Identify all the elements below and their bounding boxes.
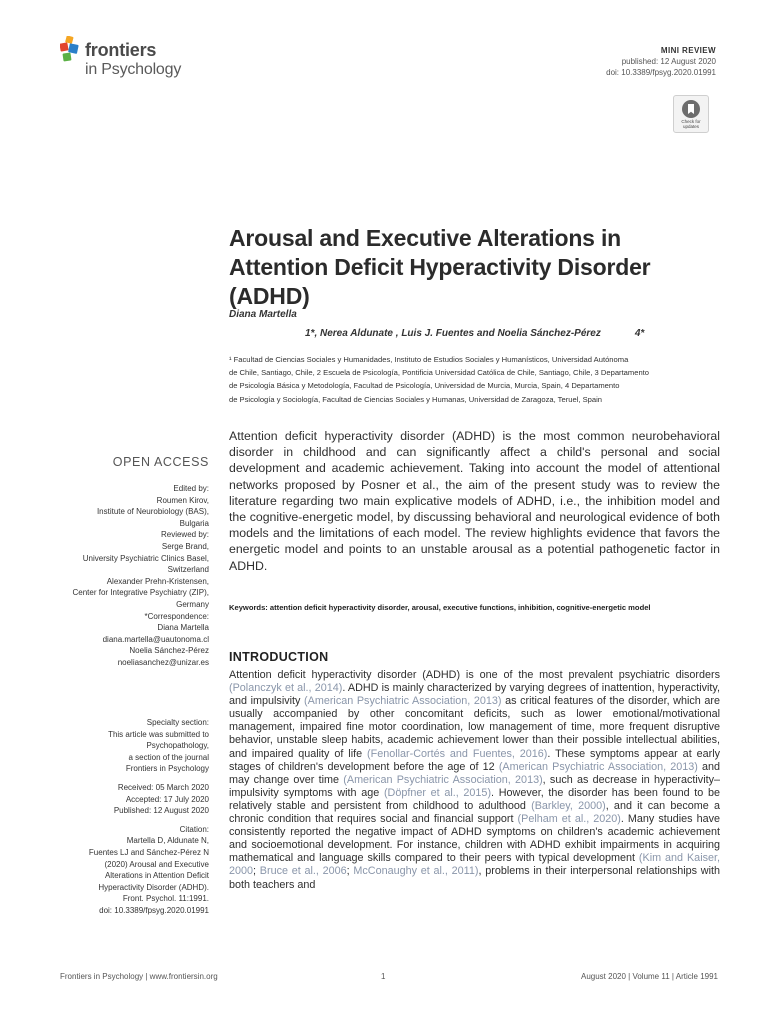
article-title: Arousal and Executive Alterations in Attention Deficit Hyperactivity Disorder (ADHD) — [229, 225, 651, 309]
sidebar-line: (2020) Arousal and Executive — [104, 859, 209, 869]
body-text: ; — [346, 865, 354, 878]
sidebar-editorial — [40, 483, 209, 669]
body-text: Attention deficit hyperactivity disorder (ADHD) is one of the most prevalent psychiatric disorders — [229, 669, 720, 681]
sidebar-line: Hyperactivity Disorder (ADHD). — [98, 882, 209, 892]
sidebar-line: Psychopathology, — [146, 741, 209, 751]
sidebar-line: Bulgaria — [179, 518, 209, 528]
correspondence-email[interactable]: diana.martella@uautonoma.cl — [102, 634, 209, 644]
citation-doi[interactable]: doi: 10.3389/fpsyg.2020.01991 — [99, 905, 209, 915]
citation-link[interactable]: (American Psychiatric Association, 2013) — [304, 695, 502, 708]
body-text: as critical features of the disorder, which are usually accompanied by other concomitant deficits, such as lower emotional/motivational management, impaired fine motor coordination, low management of time, more frequent disruptive behavior, unstable sleep habits, academic achievement lower than their possible intellectual abilities, and impaired quality of life — [229, 695, 720, 760]
footer-journal[interactable]: Frontiers in Psychology | www.frontiersin.org — [60, 972, 218, 981]
badge-line2: updates — [682, 124, 699, 129]
body-text: and may change over time — [229, 760, 721, 786]
correspondence-email[interactable]: noeliasanchez@unizar.es — [117, 657, 209, 667]
body-text: , such as decrease in hyperactivity–impulsivity symptoms with age — [229, 773, 721, 799]
author-list — [229, 328, 719, 339]
article-type: MINI REVIEW — [660, 46, 716, 55]
introduction-body — [229, 669, 720, 892]
body-text: . However, the disorder has been found to be relatively stable and persistent from childhood to adulthood — [229, 786, 721, 812]
sidebar-line: Germany — [176, 599, 209, 609]
sidebar-line: Roumen Kirov, — [156, 495, 209, 505]
sidebar-line: Fuentes LJ and Sánchez-Pérez N — [88, 847, 209, 857]
sidebar-line: Published: 12 August 2020 — [113, 806, 209, 816]
open-access-label: OPEN ACCESS — [112, 455, 209, 469]
sidebar-line: Institute of Neurobiology (BAS), — [96, 507, 209, 517]
keywords: Keywords: attention deficit hyperactivity disorder, arousal, executive functions, inhibition, cognitive-energetic model — [229, 603, 651, 612]
sidebar-line: University Psychiatric Clinics Basel, — [82, 553, 209, 563]
abstract: Attention deficit hyperactivity disorder (ADHD) is the most common neurobehavioral disorder in childhood and can significantly affect a child's personal and social development and academic achievement. Taking into account the model of attentional networks proposed by Posner et al., the aim of the present study was to review the literature regarding two main explicative models of ADHD, i.e., the inhibition model and the cognitive-energetic model, by discussing behavioral and neurological evidence of both models and the limitations of each model. The review highlights evidence that favors the energetic model and points to an unstable arousal as a potential pathogenetic factor in ADHD. — [229, 429, 720, 573]
affiliation-line: ¹ Facultad de Ciencias Sociales y Humanidades, Instituto de Estudios Sociales y Humanísticos, Universidad Autónoma — [229, 355, 629, 364]
authors-rest[interactable]: 1*, Nerea Aldunate , Luis J. Fuentes and Noelia Sánchez-Pérez — [305, 328, 601, 339]
doi-top[interactable]: doi: 10.3389/fpsyg.2020.01991 — [606, 68, 716, 77]
citation-link[interactable]: (American Psychiatric Association, 2013) — [343, 773, 543, 786]
logo-word-frontiers: frontiers — [85, 40, 157, 60]
citation-link[interactable]: Bruce et al., 2006 — [259, 865, 347, 878]
sidebar-line: Citation: — [179, 824, 209, 834]
body-text: . ADHD is mainly characterized by varying degrees of inattention, hyperactivity, and impulsivity — [229, 682, 720, 708]
sidebar-spacer — [40, 775, 209, 782]
sidebar-line: Diana Martella — [157, 623, 209, 633]
affiliation-line: de Psicología y Sociología, Facultad de Ciencias Sociales y Humanas, Universidad de Zaragoza, Teruel, Spain — [229, 394, 603, 404]
sidebar-line: Alexander Prehn-Kristensen, — [106, 576, 209, 586]
sidebar-line: Frontiers in Psychology — [125, 764, 209, 774]
footer-issue: August 2020 | Volume 11 | Article 1991 — [581, 972, 718, 981]
sidebar-line: Alterations in Attention Deficit — [104, 871, 209, 881]
body-text: . These symptoms appear at early stages of children's development before the age of 12 — [229, 747, 721, 773]
sidebar-line: Serge Brand, — [161, 541, 209, 551]
citation-link[interactable]: (Fenollar-Cortés and Fuentes, 2016) — [367, 747, 548, 760]
sidebar-line: Accepted: 17 July 2020 — [125, 794, 209, 804]
sidebar-line: Received: 05 March 2020 — [117, 782, 209, 792]
body-text: , problems in their interpersonal relationships with both teachers and — [229, 865, 721, 891]
logo-word-journal: in Psychology — [85, 61, 182, 78]
article-meta — [606, 45, 716, 78]
frontiers-logo-icon — [60, 36, 82, 62]
first-author[interactable]: Diana Martella — [229, 309, 297, 320]
body-text: . Many studies have consistently reported the negative impact of ADHD symptoms on children's academic achievement and socioemotional development. For instance, children with ADHD exhibit impairments in acquiring mathematical and language skills compared to their peers with typical development — [229, 813, 720, 865]
affiliation-line: de Psicología Básica y Metodología, Facultad de Psicología, Universidad de Murcia, Murcia, Spain, 4 Departamento — [229, 381, 620, 391]
sidebar-line: This article was submitted to — [108, 729, 209, 739]
sidebar-line: Front. Psychol. 11:1991. — [122, 894, 209, 904]
section-heading-introduction: INTRODUCTION — [229, 650, 329, 664]
sidebar-line: *Correspondence: — [144, 611, 209, 621]
citation-link[interactable]: (Döpfner et al., 2015) — [383, 786, 492, 799]
page-number: 1 — [381, 972, 386, 981]
citation-link[interactable]: (Pelham et al., 2020) — [517, 813, 621, 826]
check-for-updates-badge[interactable] — [673, 95, 709, 133]
sidebar-details — [40, 717, 209, 917]
body-text: ; — [253, 865, 260, 878]
sidebar-line: Center for Integrative Psychiatry (ZIP), — [72, 588, 209, 598]
sidebar-spacer — [40, 817, 209, 824]
sidebar-line: a section of the journal — [128, 752, 209, 762]
bookmark-check-icon — [681, 99, 701, 119]
affiliations — [229, 353, 719, 406]
citation-link[interactable]: (Barkley, 2000) — [531, 799, 606, 812]
sidebar-line: Reviewed by: — [160, 530, 209, 540]
sidebar-line: Noelia Sánchez-Pérez — [129, 646, 209, 656]
citation-link[interactable]: McConaughy et al., 2011) — [353, 865, 479, 878]
journal-logo — [60, 34, 210, 82]
citation-link[interactable]: (Polanczyk et al., 2014) — [229, 682, 343, 695]
published-date: published: 12 August 2020 — [621, 57, 716, 66]
citation-link[interactable]: (American Psychiatric Association, 2013) — [498, 760, 698, 773]
affiliation-line: de Chile, Santiago, Chile, 2 Escuela de Psicología, Pontificia Universidad Católica de Chile, Santiago, Chile, 3 Departamento — [229, 368, 650, 378]
sidebar-line: Martella D, Aldunate N, — [126, 836, 209, 846]
body-text: , and it can become a chronic condition that requires social and financial support — [229, 799, 720, 826]
citation-link[interactable]: (Kim and Kaiser, 2000 — [229, 852, 720, 878]
sidebar-line: Edited by: — [173, 484, 209, 493]
authors-tail: 4* — [634, 328, 645, 339]
badge-line1: Check for — [681, 119, 701, 124]
sidebar-line: Specialty section: — [146, 718, 209, 727]
sidebar-line: Switzerland — [167, 565, 209, 575]
